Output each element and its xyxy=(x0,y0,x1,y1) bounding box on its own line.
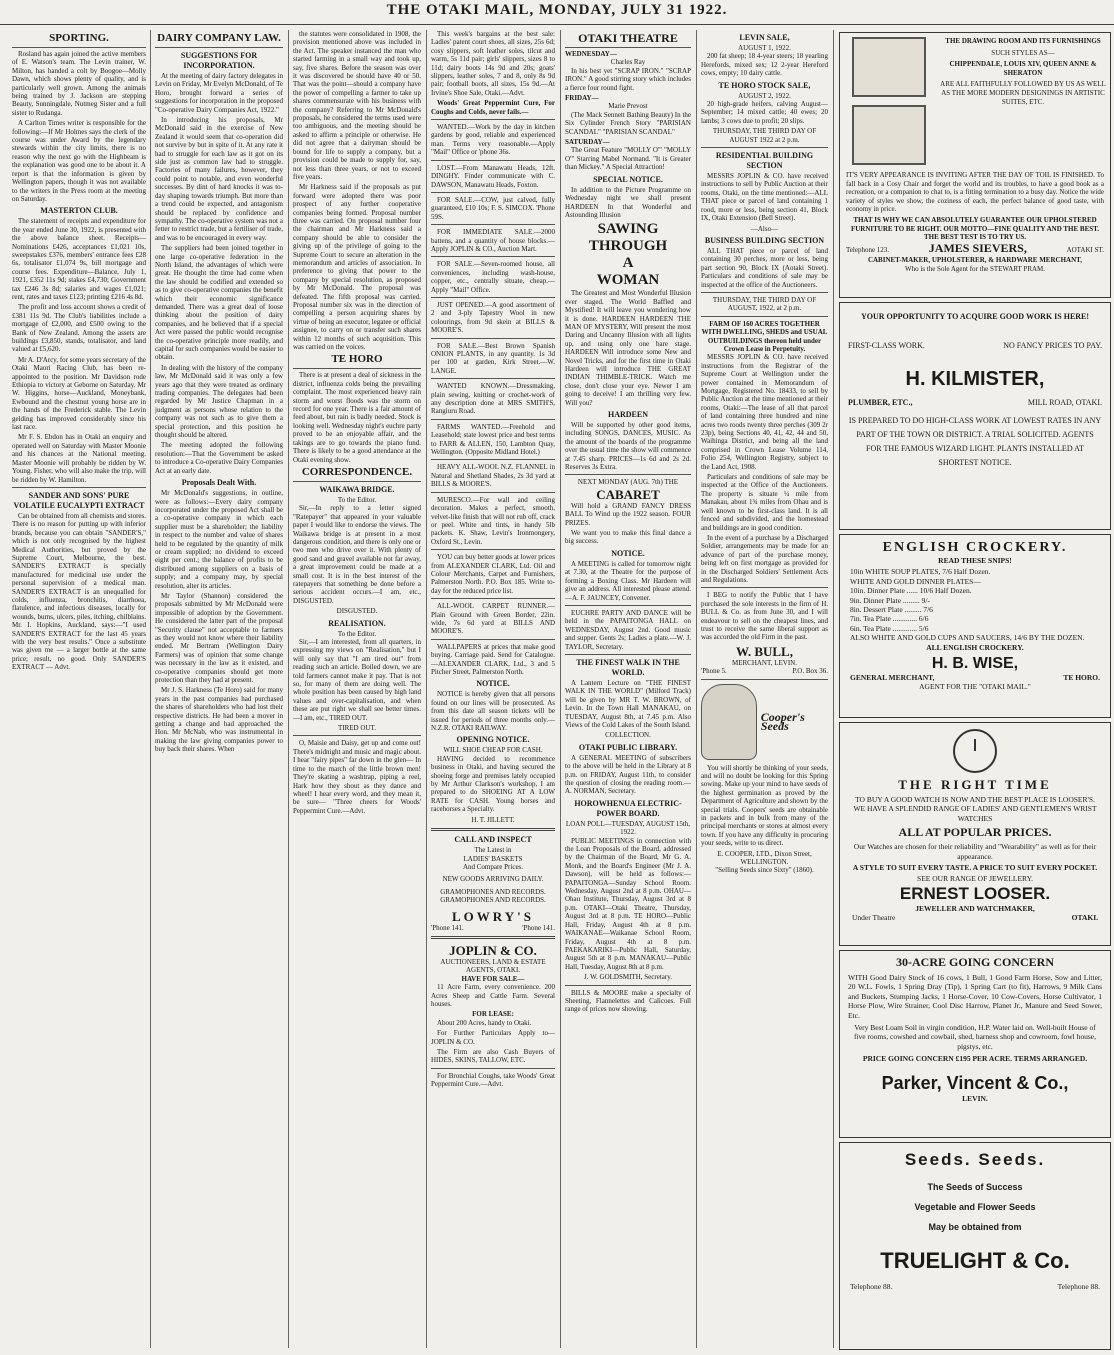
divider xyxy=(431,1068,555,1069)
divider xyxy=(431,639,555,640)
dairy-text: Mr J. S. Harkness (Te Horo) said for many years in the past companies had purchased the shares of shareholders who had lost their respective districts. He had been a mover in getting a change and had approached the Hon. Mr McNab, who was instrumental in making the law giving companies power to buy back their shares. When xyxy=(155,686,283,754)
column-rule xyxy=(288,30,289,1348)
cabaret-text: Will hold a GRAND FANCY DRESS BALL To Wind up the 1922 season. FOUR PRIZES. xyxy=(565,501,691,527)
business-heading: BUSINESS BUILDING SECTION xyxy=(704,235,825,245)
sporting-notes: Mr A. D'Arcy, for some years secretary of the Otaki Maori Racing Club, has been re-appointed to the position. Mr Davidson rode Ethiopia to victory at Geborne on Saturday. Mr W. Higgins, horse—Auckland, Moneybank, Ewbound and the chestnut young horse are in the hands of the Frederick stable. The Levin gelding has improved considerably since his last race. xyxy=(12,355,146,432)
classified: FOR SALE.—COW, just calved, fully guaranteed, £10 10s; F. S. SIMCOX. 'Phone 59S. xyxy=(431,195,555,221)
also-label: —Also— xyxy=(750,224,779,233)
crockery-line: 10in WHITE SOUP PLATES, 7/6 Half Dozen. xyxy=(850,567,991,577)
farm-text: MESSRS JOPLIN & CO. have received instructions from the Registrar of the Supreme Court at Wellington under the power contained in Memorandum of Mortgage, Registered No. 18433, to sell by Public Auction at the time mentioned at their rooms, Otaki:—The lease of all that parcel of land containing three hundred and nine acres two roods twenty three perches (309 2r 23p), being Sections 40, 41, 42, 44 and 50, Waihinga District, and being all the land comprised in Crown Lease Volume 114, Folio 254, Wellington Registry, subject to the Land Act, 1908. xyxy=(701,353,828,471)
column-6 xyxy=(701,30,828,1348)
sievers-name-row xyxy=(846,240,1104,255)
day-label: FRIDAY— xyxy=(565,94,599,103)
classified: FOR SALE.—Seven-roomed house, all conveniences, including wash-house, copper, etc., centrally situate, cheap.—Apply "Mail" Office. xyxy=(431,260,555,294)
sievers-heading: THE DRAWING ROOM AND ITS FURNISHINGS xyxy=(945,37,1101,45)
sporting-text: A Carlton Times writer is responsible for the following:—If Mr Holmes says the clerk of the course was under Award by the legendary stewards within the city limits, there is no reason why the next go with the Highbeam is the explanation was good one to be about it. A report is that the information is given by Wellington papers, though it was not available to the writers in the Press room at the meeting on Saturday. xyxy=(12,119,146,203)
tehoro-heading: TE HORO xyxy=(293,353,421,369)
divider xyxy=(701,147,828,148)
public-meetings: PUBLIC MEETINGS in connection with the Loan Proposals of the Board, addressed by the Chairman of the Board, Mr G. A. Monk, and the Board's Engineer (Mr J. A. Dawson), will be held as follows:—PAPAITONGA—Sunday School Room. Wednesday, August 2nd at 8 p.m. OHAU—Ohau Institute, Thursday, August 3rd at 8 p.m. OTAKI—Otaki Theatre, Thursday, August 3rd at 8 p.m. TE HORO—Public Hall, Friday, August 4th at 8 p.m. WAIKANAE—Waikanae School Room, Friday, August 4th at 8 p.m. PAEKAKARIKI—Public Hall, Saturday, August 5th at 8 p.m. MANAKAU—Public Hall, Tuesday, August 8th at 8 p.m. xyxy=(565,836,691,971)
theatre-heading: OTAKI THEATRE xyxy=(565,32,691,48)
to-editor: To the Editor. xyxy=(337,629,377,638)
realisation-text: Sir,—I am interested, from all quarters, in expressing my views on "Realisation," but I will only say that "I am tired out" from reading such an article. Boiled down, we are told farmers cannot make it pay. That is not so, for many of them are doing well. The whole position has been caused by high land values and over-capitalisation, and when these are put right we shall see better times.—I am, etc., TIRED OUT. xyxy=(293,638,421,722)
sievers-styles-list: CHIPPENDALE, LOUIS XIV, QUEEN ANNE & SHERATON xyxy=(949,60,1097,77)
notice-heading: NOTICE. xyxy=(611,548,645,558)
wise-ad xyxy=(839,534,1111,718)
cooper-label: Cooper's Seeds xyxy=(760,710,805,733)
dairy-heading: DAIRY COMPANY LAW. xyxy=(155,32,283,48)
looser-town: OTAKI. xyxy=(1071,913,1098,923)
clock-icon xyxy=(953,729,997,773)
divider xyxy=(701,292,828,293)
business-text: ALL THAT piece or parcel of land containing 30 perches, more or less, being part section 90, Block IX (Aotaki Street). Particulars and conditions of sale may be inspected at the office of the Auctioneers. xyxy=(701,246,828,289)
concern-price: PRICE GOING CONCERN £195 PER ACRE. TERMS ARRANGED. xyxy=(862,1054,1088,1064)
crockery-line: ALSO WHITE AND GOLD CUPS AND SAUCERS, 14/6 BY THE DOZEN. xyxy=(850,633,1085,643)
concern-heading: 30-ACRE GOING CONCERN xyxy=(895,955,1054,969)
sievers-faithful: ARE ALL FAITHFULLY FOLLOWED BY US AS WELL AS THE MORE MODERN DESIGNINGS IN ARTISTIC SUITES, ETC. xyxy=(940,80,1106,106)
sievers-name: JAMES SIEVERS, xyxy=(928,240,1027,255)
crockery-read: READ THESE SNIPS! xyxy=(938,556,1012,565)
signature: DISGUSTED. xyxy=(336,607,378,616)
divider xyxy=(565,474,691,475)
seeds-line: The Seeds of Success xyxy=(927,1182,1023,1192)
proposals-subheading: Proposals Dealt With. xyxy=(181,478,257,488)
classified: LOST.—From Manawatu Heads, 12ft. DINGHY. Finder communicate with C. DAWSON, Manawatu Heads, Foxton. xyxy=(431,163,555,189)
day-label: WEDNESDAY— xyxy=(565,50,617,58)
farm-heading: FARM OF 160 ACRES TOGETHER WITH DWELLING, SHEDS and USUAL OUTBUILDINGS thereon held under Crown Lease in Perpetuity. xyxy=(701,319,828,353)
dairy-subheading: SUGGESTIONS FOR INCORPORATION. xyxy=(180,51,258,70)
column-1 xyxy=(12,30,146,1348)
lowrys-call: CALL AND INSPECT xyxy=(454,835,532,845)
cabaret-date: NEXT MONDAY (AUG. 7th) THE xyxy=(577,478,679,487)
cooper-ad xyxy=(701,684,828,760)
peppermint-poem: O, Maisie and Daisy, get up and come out! There's midnight and music and magic about. I hear "fairy pipes" far down in the glen— In time to the march of the little brown men! They're skating a washtrap, piping a reel, Hark how they shout as they dance and wheel! I hear every word, and they mean it, be sure— "Three cheers for Woods' Peppermint Cure.—Advt. xyxy=(293,739,421,815)
crockery-list xyxy=(850,567,1100,652)
shoe-cheap: WILL SHOE CHEAP FOR CASH. xyxy=(443,746,543,755)
shoe-sale-ad: This week's bargains at the best sale: Ladies' patent court shoes, all sizes, 25s 6d; cosy slippers, soft leather soles, tilcut and warm, 5s 11d pair; girls' slippers, sizes 8 to 11d; dairy boots 14s 9d and 20s; goats' slippers, leather soles, 7 and 8, only 8s 9d pair; football boots, all sizes, 15s 9d.—At Irvine's Shoe Sale, Otaki.—Advt. xyxy=(431,30,555,97)
column-4 xyxy=(431,30,555,1348)
sievers-body: IT'S VERY APPEARANCE IS INVITING AFTER THE DAY OF TOIL IS FINISHED. To fall back in a Cosy Chair and forget the world and its troubles, to have a good book as a recreation, or a companion to chat to, is a fitting termination to a busy day. Notice the wide variety of styles we show, the coziness of each, the perfect balance of good taste, with economy in price. xyxy=(846,171,1104,214)
divider xyxy=(701,587,828,588)
day-label: SATURDAY— xyxy=(565,138,610,147)
lowrys-line: And Compare Prices. xyxy=(462,862,524,871)
joplin-text: 11 Acre Farm, every convenience. 200 Acres Sheep and Cattle Farm. Several houses. xyxy=(431,983,555,1008)
sievers-agent: Who is the Sole Agent for the STEWART PRAM. xyxy=(904,264,1046,273)
correspondence-heading: CORRESPONDENCE. xyxy=(293,466,421,482)
divider xyxy=(431,224,555,225)
joplin-subheading: AUCTIONEERS, LAND & ESTATE AGENTS, OTAKI. xyxy=(440,957,546,975)
divider xyxy=(565,605,691,606)
lowrys-phones xyxy=(431,924,555,932)
seeds-line: Vegetable and Flower Seeds xyxy=(914,1202,1036,1212)
railway-notice: NOTICE is hereby given that all persons found on our lines will be prosecuted. As from this date all season tickets will be issued for periods of three months only.—N.Z.R. OTAKI RAILWAY. xyxy=(431,690,555,733)
divider xyxy=(431,936,555,939)
residential-text: MESSRS JOPLIN & CO. have received instructions to sell by Public Auction at their rooms, Otaki, on the time mentioned:—ALL THAT piece or parcel of land containing 1 rood, more or less, being section 41, Block IX, Otaki Extension (Bell Street). xyxy=(701,172,828,223)
seeds-line: May be obtained from xyxy=(928,1222,1022,1232)
tehoro-sale-date: AUGUST 2, 1922. xyxy=(738,91,791,100)
classified: MURESCO.—For wall and ceiling decoration. Makes a perfect, smooth, velvet-like finish that will not rub off, crack or peel. White and tints, in handy 5lb packets. K. Shaw, Levin's Ironmongery, Oxford St., Levin. xyxy=(431,495,555,546)
notice-heading: NOTICE. xyxy=(476,679,510,689)
sievers-ad xyxy=(839,32,1111,298)
farm-text: Particulars and conditions of sale may be inspected at the Office of the Auctioneers. The property is situate ¼ mile from Manakau, about 1¾ miles from Ohau and is well known to be first-class land. It is all fenced and subdivided, and the homestead and buildings are in good condition. xyxy=(701,473,828,532)
divider xyxy=(431,256,555,257)
divider xyxy=(431,549,555,550)
concern-body: WITH Good Dairy Stock of 16 cows, 1 Bull, 1 Good Farm Horse, Sow and Litter, 20 W.L. Fowls, 1 Spring Dray (Tip), 1 Spring Cart (to fit), Harrows, 9 Milk Cans and Buckets, Stumping Jacks, 1 Horse-Cover, 10 Cow-Covers, Horse Cultivator, 1 Horse Plow, Wire Strainer, Cool Disc Harrow, Planet Jr., Manure and Seed Sower, Etc. xyxy=(848,973,1102,1020)
divider xyxy=(431,492,555,493)
parker-name: Parker, Vincent & Co., xyxy=(881,1072,1069,1093)
wise-merchant-row xyxy=(850,673,1100,682)
column-3 xyxy=(293,30,421,1348)
sawing-title: THROUGH xyxy=(588,238,668,255)
wise-agent: AGENT FOR THE "OTAKI MAIL." xyxy=(919,682,1031,692)
hardeen-text: The Greatest and Most Wonderful Illusion ever staged. The World Baffled and Mystified! It will leave you wondering how it is done. HARDEEN HARDEEN THE MAN OF MYSTERY, Will present the most Daring and Uncanny Illusion with all lights up, and using only one bare stage. HARDEEN Will introduce some New and Novel Tricks, and for the first time in Otaki Hardeen will introduce THE GREAT INDIAN THIMBLE-TRICK. Watch me close, don't close your eye. Newer I am going to deceive! I am thrilling very few. Will you? xyxy=(565,289,691,407)
tehoro-sale-heading: TE HORO STOCK SALE, xyxy=(718,80,811,90)
column-rule xyxy=(696,30,697,1348)
crockery-line: ALL ENGLISH CROCKERY. xyxy=(926,642,1024,652)
phone-number: 'Phone 141. xyxy=(431,923,464,932)
tehoro-sale-list: 20 high-grade heifers, calving August—September; 14 mixed cattle; 40 ewes; 20 lambs; 3 cows due to profit; 20 slips. xyxy=(701,100,828,125)
sporting-notes: Mr F. S. Ebdon has in Otaki an enquiry and operated well on Saturday with Master Moonie and his chances at the National meeting. Master Moonie will probably be ridden by W. Young. Fisher, who will also make the trip, will be ridden by W. Hamilton. xyxy=(12,433,146,484)
realisation-heading: REALISATION. xyxy=(328,618,386,628)
column-rule xyxy=(150,30,151,1348)
sofa-icon xyxy=(852,105,926,165)
wise-merchant: GENERAL MERCHANT, xyxy=(850,673,935,683)
concern-soil: Very Best Loam Soil in virgin condition, H.P. Water laid on. Well-built House of five rooms, cowshed and cowbail, shed, harness shop and cowroom, fowl house, pigstys, etc. xyxy=(853,1023,1097,1051)
bull-contacts xyxy=(701,667,828,675)
kilmister-body: IS PREPARED TO DO HIGH-CLASS WORK AT LOWEST RATES IN ANY PART OF THE TOWN OR DISTRICT. A TRIAL SOLICITED. AGENTS FOR THE FAMOUS WIZARD LIGHT. PLANTS INSTALLED AT SHORTEST NOTICE. xyxy=(848,416,1102,467)
divider xyxy=(565,985,691,986)
levin-sale-heading: LEVIN SALE, xyxy=(739,33,790,42)
special-heading: SPECIAL NOTICE. xyxy=(593,174,663,184)
kilmister-tagline: FIRST-CLASS WORK. xyxy=(848,341,925,350)
joplin-heading: JOPLIN & CO. xyxy=(449,942,537,958)
wise-place: TE HORO. xyxy=(1063,673,1100,683)
opening-text: HAVING decided to recommence business in Otaki, and having secured the shoeing forge and premises lately occupied by Mr Arthur Clarkson's workshop, I am prepared to do SHOEING AT A LOW RATE for CASH. Young horses and racehorses a Specialty. xyxy=(431,754,555,814)
sievers-trade: CABINET-MAKER, UPHOLSTERER, & HARDWARE MERCHANT, xyxy=(867,256,1083,265)
sawing-title: SAWING xyxy=(597,221,659,238)
classified: JUST OPENED.—A good assortment of 2 and 3-ply Tapestry Wool in new colourings, from 9d skein at BILLS & MOORE'S. xyxy=(431,300,555,335)
looser-popular: ALL AT POPULAR PRICES. xyxy=(898,825,1052,840)
phone-number: 'Phone 5. xyxy=(701,667,727,676)
hardeen-name: HARDEEN xyxy=(607,410,648,419)
masterton-heading: MASTERTON CLUB. xyxy=(40,206,118,216)
sporting-heading: SPORTING. xyxy=(12,32,146,48)
cabaret-title: CABARET xyxy=(596,486,660,502)
looser-trade: JEWELLER AND WATCHMAKER, xyxy=(915,903,1035,913)
dairy-continued: the statutes were consolidated in 1908, the provision mentioned above was included in the Act. The speaker instanced the man who started farming in a small way and took up, say, five shares. Before the season was over it was discovered he should have 40 or 50. That was the point—should a company have the power of compelling a farmer to take up shares commensurate with his business with the company? Referring to Mr McDonald's proposals, he considered the terms used were too ambiguous, and the meeting should be asked to affirm a principle or otherwise. He did not agree that a dairyman should be bound for life to supply a company, but a provision could be made to supply for, say, not less than three years, or not to exceed five years. xyxy=(293,30,421,181)
looser-heading: THE RIGHT TIME xyxy=(898,777,1052,792)
dairy-text: In dealing with the history of the company law, Mr McDonald said it was only a few years ago that they were treated as ordinary trading companies. The delegates had been regarded by Mr Justice Chapman in a judgment as persons whose relation to the company was not such as to give them a special protection, and this position he thought should be altered. xyxy=(155,363,283,440)
kilmister-road: MILL ROAD, OTAKI. xyxy=(1027,398,1102,407)
euchre-notice: EUCHRE PARTY AND DANCE will be held in the PAPAITONGA HALL on WEDNESDAY, August 2nd. Good music and supper. Gents 2s; Ladies a plate.—W. J. TAYLOR, Secretary. xyxy=(565,608,691,651)
classified: ALL-WOOL CARPET RUNNER.—Plain Ground with Green Border, 22in. wide, 7s 6d yard at BILLS AND MOORE'S. xyxy=(431,602,555,636)
sander-ad-text: Can be obtained from all chemists and stores. There is no reason for putting up with inferior brands, because you can obtain "SANDER'S," which is not only recognised by the highest Medical Authorities, but proved by the Supreme Court, Melbourne, the best. SANDER'S EXTRACT is specially manufactured for medicinal use under the personal supervision of a medical man. SANDER'S EXTRACT is an unequalled for colds, influenza, bronchitis, diarrhoea, flatulence, and infectious diseases, locally for wounds, burns, ulcers, piles, itching, chilblains. Mr. I. Hopkins, Auckland, says:—"I used SANDER'S EXTRACT for the last 45 years with the very best results." Once a substitute was given me — a larger bottle at the same price; result, no good. Only SANDER'S EXTRACT — Advt. xyxy=(12,511,146,672)
divider xyxy=(431,119,555,120)
joplin-have: HAVE FOR SALE— xyxy=(461,974,525,983)
truelight-name: TRUELIGHT & Co. xyxy=(880,1248,1070,1273)
levin-sale-date: AUGUST 1, 1922. xyxy=(738,44,791,52)
classified: FOR SALE.—Best Brown Spanish ONION PLANTS, in any quantity. 1s 3d per 100 at garden, Kirk Street.—W. LANGE. xyxy=(431,341,555,375)
classified: WANTED KNOWN.—Dressmaking, plain sewing, knitting or crochet-work of any description done at MRS SMITH'S, Rangiuru Road. xyxy=(431,382,555,416)
crockery-line: 10in. Dinner Plate ...... 10/6 Half Dozen. xyxy=(850,586,972,596)
cooper-slogan: "Selling Seeds since Sixty" (1860). xyxy=(715,866,814,875)
looser-body: Our Watches are chosen for their reliability and "Wearability" as well as for their appearance. xyxy=(853,842,1097,861)
crockery-line: 7in. Tea Plate ............. 6/6 xyxy=(850,614,929,624)
residential-heading: RESIDENTIAL BUILDING SECTION xyxy=(715,151,814,171)
phone-number: Telephone 88. xyxy=(1057,1282,1100,1291)
seeds-heading: Seeds. Seeds. xyxy=(904,1150,1046,1169)
dairy-text: The meeting adopted the following resolution:—That the Government be asked to introduce a Co-operative Dairy Companies Act at an early date. xyxy=(155,441,283,475)
peppermint-ad: Woods' Great Peppermint Cure, For Coughs and Colds, never fails.— xyxy=(431,99,555,116)
divider xyxy=(431,297,555,298)
power-board-heading: HOROWHENUA ELECTRIC-POWER BOARD. xyxy=(574,798,682,818)
walk-heading: THE FINEST WALK IN THE WORLD. xyxy=(576,657,680,677)
column-2 xyxy=(155,30,283,1348)
classified: YOU can buy better goods at lower prices from ALEXANDER CLARK, Ltd. Oil and Colour Merchants, Carpet and Furnishers, Palmerston North. P.O. Box 185. Write to-day for the reduced price list. xyxy=(431,553,555,595)
armchair-icon xyxy=(852,37,926,97)
sporting-text: Rosland has again joined the active members of E. Watson's team. The Levin trainer, W. Milton, has handed a colt by Boogoe—Molly Dawn, which shows plenty of quality, and is particularly well grown. Among the animals being trained by J. Jackson are stepping Beauty, Sunningdale, Nutmeg Sister and a full sister to Rudanga. xyxy=(12,50,146,117)
kilmister-address-row xyxy=(848,397,1102,408)
bills-moore-ad: BILLS & MOORE make a specialty of Sheeting, Flannelettes and Calicoes. Full range of prices now showing. xyxy=(565,988,691,1014)
crockery-line: WHITE AND GOLD DINNER PLATES— xyxy=(850,576,981,586)
lowrys-line: NEW GOODS ARRIVING DAILY. xyxy=(442,875,544,884)
classified: WANTED.—Work by the day in kitchen gardens by good, reliable and experienced man. Terms very reasonable.—Apply "Mail" Office or 'phone 36s. xyxy=(431,123,555,157)
truelight-phones xyxy=(850,1281,1100,1293)
special-text: In addition to the Picture Programme on Wednesday night we shall present HARDEEN In that Wonderful and Astounding Illusion xyxy=(565,185,691,219)
looser-see: SEE OUR RANGE OF JEWELLERY. xyxy=(917,874,1033,884)
kilmister-ad xyxy=(839,302,1111,530)
looser-body: TO BUY A GOOD WATCH IS NOW AND THE BEST PLACE IS LOOSER'S. WE HAVE A SPLENDID RANGE OF LADIES' AND GENTLEMEN'S WRIST WATCHES xyxy=(853,795,1097,823)
sawing-title: A xyxy=(622,255,634,272)
column-rule xyxy=(426,30,427,1348)
theatre-text: The Great Feature "MOLLY O'" "MOLLY O'" Starring Mabel Normand. "It is Greater than Mickey." A Special Attraction! xyxy=(565,146,691,172)
sievers-styles xyxy=(940,37,1106,165)
parker-ad xyxy=(839,950,1111,1138)
divider xyxy=(431,828,555,831)
seed-bottle-icon xyxy=(701,684,757,760)
dairy-text: The suppliers had been joined together in one large co-operative federation in the North Island, the advantages of which were great. He thought the time had come when the law should be codified and extended so as to give co-operative companies the benefit which their economic significance demanded. There was a great deal of loose thinking about the position of dairy companies, and he believed that if a special Act were passed the public would recognise the co-operative principle more readily, and capital for such companies would be easier to obtain. xyxy=(155,244,283,362)
sievers-guarantee: THAT IS WHY WE CAN ABSOLUTELY GUARANTEE OUR UPHOLSTERED FURNITURE TO BE RIGHT. OUR MOTTO—FINE QUALITY AND THE BEST. THE BEST TEST IS TO TRY US. xyxy=(850,215,1100,242)
chair-illustrations xyxy=(844,37,934,165)
sale-date: THURSDAY, THE THIRD DAY OF AUGUST 1922 at 2 p.m. xyxy=(712,127,817,144)
masthead: THE OTAKI MAIL, MONDAY, JULY 31 1922. xyxy=(0,2,1114,25)
kilmister-name: H. KILMISTER, xyxy=(905,368,1045,390)
masterton-text: The profit and loss account shows a credit of £381 11s 9d. The Club's liabilities include a mortgage of £2,000, and £500 owing to the Bank of New Zealand. Among the assets are buildings £3,850, stands, totalisator, and land valued at £5,620. xyxy=(12,303,146,354)
signature: TIRED OUT. xyxy=(338,724,376,733)
kilmister-taglines xyxy=(848,340,1102,351)
divider xyxy=(431,459,555,460)
divider xyxy=(431,338,555,339)
dairy-text: Mr McDonald's suggestions, in outline, were as follows:—Every dairy company incorporated under the proposed Act shall be a co-operative company in which each supplier must be a shareholder; the liability in respect to the number and value of shares held to be regulated by the quantity of milk or cream supplied; no dividend to exceed eight per cent.; the balance of profits to be distributed among suppliers on a basis of supply; and a company may, by special resolution, alter its articles. xyxy=(155,489,283,590)
classified: HEAVY ALL-WOOL N.Z. FLANNEL in Natural and Shetland Shades, 2s 3d yard at BILLS & MOORE'S. xyxy=(431,463,555,489)
classified: FARMS WANTED.—Freehold and Leasehold; state lowest price and best terms to FARR & ALLEN, 150, Lambton Quay, Wellington. (Opposite Midland Hotel.) xyxy=(431,422,555,457)
opening-heading: OPENING NOTICE. xyxy=(456,735,530,745)
joplin-lease-heading: FOR LEASE: xyxy=(472,1010,514,1019)
phone-number: 'Phone 141. xyxy=(522,923,555,932)
soldier-text: In the event of a purchase by a Discharged Soldier, arrangements may be made for an advance of part of the purchase money, being left on first mortgage as provided for in the Discharged Soldiers' Settlement Acts and Regulations. xyxy=(701,533,828,584)
dairy-continued: Mr Harkness said if the proposals as put forward were adopted there was poor prospect of any further cooperative companies being formed. Proposal number three was carried. On proposal number four the chairman and Mr Harkness said a company should be able to consider the giving up of the privilege of going to the Supreme Court to secure an alteration in the memorandum and articles of association. In preference to giving that power to the company by special resolution, as proposed by Mr McDonald. The proposal was defeated. The fifth proposal was carried. Proposal number six was in the direction of compelling a person acquiring shares by virtue of being an executor, legatee or official assignee, to carry on or transfer such shares within 12 months of such acquisition. This was carried on the voices. xyxy=(293,183,421,352)
signature: J. W. GOLDSMITH, Secretary. xyxy=(583,973,672,982)
collection: COLLECTION. xyxy=(605,731,651,740)
sievers-subheading: SUCH STYLES AS— xyxy=(991,48,1055,57)
boxing-notice: A MEETING is called for tomorrow night at 7.30, at the Theatre for the purpose of forming a Boxing Class. Mr Hardeen will give an address. All interested please attend.—A. F. JAUNCEY, Convener. xyxy=(565,559,691,602)
waikawa-heading: WAIKAWA BRIDGE. xyxy=(319,484,395,494)
crockery-heading: ENGLISH CROCKERY. xyxy=(882,540,1068,555)
classified: WALLPAPERS at prices that make good buying. Carriage paid. Send for Catalogue.—ALEXANDER CLARK, Ltd., 3 and 5 Pitcher Street, Palmerston North. xyxy=(431,642,555,676)
divider xyxy=(701,316,828,317)
to-editor: To the Editor. xyxy=(337,495,377,504)
column-rule xyxy=(833,30,834,1348)
lowrys-line: GRAMOPHONES AND RECORDS. GRAMOPHONES AND RECORDS. xyxy=(440,887,546,905)
truelight-ad xyxy=(839,1142,1111,1350)
dairy-text: In introducing his proposals, Mr McDonald said in the exercise of New Zealand it would seem that co-operation did not survive by but in spite of it. At any rate it had to struggle for each law as it got on its side just as common law had to struggle. Factories of many failures, however, they could point to notable, and even wonderful successes. By dint of hard knocks it was to-day shaping towards triumph. But more than a trend could be expected, and antagonism should be replaced by confidence and sympathy. The co-operative system was not a fetter to restrict trade, but a fertiliser of trade, and was to be encouraged in every way. xyxy=(155,116,283,242)
bull-title: MERCHANT, LEVIN. xyxy=(731,658,797,667)
looser-ad xyxy=(839,722,1111,946)
column-rule xyxy=(560,30,561,1348)
bull-notice: I BEG to notify the Public that I have purchased the sole interests in the firm of H. BULL & Co. as from June 30, and I will endeavour to sell on the cheapest lines, and trust to receive the same liberal support as was accorded the old Firm in the past. xyxy=(701,591,828,642)
crockery-line: 8in. Dessert Plate ......... 7/6 xyxy=(850,605,933,615)
library-heading: OTAKI PUBLIC LIBRARY. xyxy=(578,742,678,752)
lecture-notice: A Lantern Lecture on "THE FINEST WALK IN THE WORLD" (Milford Track) will be given by MR T. W. BROWN, of Levin. In the Town Hall MANAKAU, on TUESDAY, August 8th, at 7.45 p.m. Also Views of the Cold Lakes of the South Island. xyxy=(565,678,691,729)
divider xyxy=(431,598,555,599)
divider xyxy=(293,735,421,736)
hardeen-text: Will be supported by other good items, including SONGS, DANCES, MUSIC. As the amount of the boards of the programme over the usual time the show will commence at 7.45 sharp. PRICES—1s 6d and 2s 2d. Reserves 3s Extra. xyxy=(565,421,691,472)
divider xyxy=(431,419,555,420)
parker-town: LEVIN. xyxy=(962,1093,988,1103)
sander-ad-heading: SANDER AND SONS' PURE VOLATILE EUCALYPTI EXTRACT xyxy=(13,490,145,510)
lowrys-line: The Latest in xyxy=(474,846,512,855)
waikawa-text: Sir,—In reply to a letter signed "Ratepayer" that appeared in your valuable paper I would like to endorse the views. The Waikawa bridge is at present in a most dangerous condition, and there is only one or two men who drive over it. With plenty of good sand and gravel available not far away, a great improvement could be made at a small cost. It is in the best interest of the ratepayers that something be done before a serious accident occurs.—I am, etc., DISGUSTED. xyxy=(293,504,421,605)
looser-address xyxy=(852,913,1098,922)
loan-poll: LOAN POLL—TUESDAY, AUGUST 15th, 1922. xyxy=(565,819,691,837)
signature: H. T. JILLETT. xyxy=(471,815,515,824)
joplin-text: The Firm are also Cash Buyers of HIDES, SKINS, TALLOW, ETC. xyxy=(431,1048,555,1065)
phone-number: Telephone 88. xyxy=(850,1282,893,1291)
phone-number: Telephone 123. xyxy=(846,245,890,254)
sievers-top xyxy=(840,33,1110,169)
theatre-text: In his best yet "SCRAP IRON." "SCRAP IRON." A good stirring story which includes a fierce four round fight. xyxy=(565,66,691,92)
bronchial-ad: For Bronchial Coughs, take Woods' Great Peppermint Cure.—Advt. xyxy=(431,1071,555,1089)
star-name: Marie Prevost xyxy=(608,102,648,111)
joplin-text: About 200 Acres, handy to Otaki. xyxy=(437,1018,532,1027)
street: AOTAKI ST. xyxy=(1066,245,1104,254)
masterton-text: The statement of receipts and expenditure for the year ended June 30, 1922, is presented with the above balance sheet. Receipts—Nominations £426, acceptances £1,021 10s, sweepstakes £376, members' entrance fees £28 6s, totalisator £1,074 9s, bill mortgage and course fees. Expenditure—Balance, July 1, 1921, £352 11s 9d; stakes £4,730; Government tax £246 3s 8d; salaries and wages £1,021; rent, rates and taxes £123; printing £216 4s 8d. xyxy=(12,217,146,301)
cooper-signature: E. COOPER, LTD., Dixon Street, WELLINGTON. xyxy=(717,849,812,867)
kilmister-plumber: PLUMBER, ETC., xyxy=(848,398,913,407)
looser-under: Under Theatre xyxy=(852,913,896,923)
bull-name: W. BULL, xyxy=(736,643,793,659)
column-5 xyxy=(565,30,691,1348)
classified: FOR IMMEDIATE SALE.—2000 battens, and a quantity of house blocks.—Apply JOPLIN & CO., Auction Mart. xyxy=(431,228,555,253)
divider xyxy=(431,192,555,193)
crockery-line: 6in. Tea Plate ............. 5/6 xyxy=(850,623,929,633)
looser-style: A STYLE TO SUIT EVERY TASTE. A PRICE TO SUIT EVERY POCKET. xyxy=(852,863,1098,873)
cooper-text: You will shortly be thinking of your seeds, and will no doubt be looking for this Spring sowing. Make up your mind to have seeds of the highest germination as proved by the Department of Agriculture and shown by the special trials. Coopers' seeds are obtainable in packets and in bulk from many of the principal merchants or stores at almost every town. If you have any difficulty in procuring your seeds, write to us direct. xyxy=(701,763,828,848)
kilmister-tagline: NO FANCY PRICES TO PAY. xyxy=(1003,341,1102,350)
lowrys-line: LADIES' BASKETS xyxy=(463,854,523,863)
kilmister-opportunity: YOUR OPPORTUNITY TO ACQUIRE GOOD WORK IS HERE! xyxy=(860,312,1090,321)
dairy-text: At the meeting of dairy factory delegates in Levin on Friday, Mr Evelyn McDonald, of Te Horo, brought forward a series of suggestions for incorporation in the proposed "Co-operative Dairy Companies Act, 1922." xyxy=(155,72,283,114)
divider xyxy=(431,160,555,161)
theatre-text: (The Mack Sennett Bathing Beauty) In the Six Cylinder French Story "PARISIAN SCANDAL" "PARISIAN SCANDAL" xyxy=(565,110,691,136)
divider xyxy=(701,679,828,680)
tehoro-text: There is at present a deal of sickness in the district, influenza colds being the prevailing complaint. The most experienced heavy rain storm and worst floods was the storm on record for one year. There is a fair amount of feed about, but rain is badly needed. Stock is looking well. Wednesday night's euchre party proved to be an enjoyable affair, and the takings are to go towards the piano fund. There is likely to be a good attendance at the Otaki evening show. xyxy=(293,371,421,464)
crockery-line: 9in. Dinner Plate ......... 9/- xyxy=(850,595,930,605)
sawing-title: WOMAN xyxy=(596,272,660,289)
sale-date: THURSDAY, THE THIRD DAY OF AUGUST, 1922, at 2 p.m. xyxy=(712,295,817,313)
divider xyxy=(565,654,691,655)
po-box: P.O. Box 36. xyxy=(792,667,828,676)
joplin-text: For Further Particulars Apply to—JOPLIN & CO. xyxy=(431,1029,555,1046)
star-name: Charles Ray xyxy=(610,58,646,67)
divider xyxy=(12,487,146,488)
cabaret-text: We want you to make this final dance a big success. xyxy=(565,529,691,546)
dairy-text: Mr Taylor (Shannon) considered the proposals submitted by Mr McDonald were impossible of adoption by the Government. He considered the latter part of the proposal "Security clause" not acceptable to farmers as they would not know where their liability ended. Mr Bertram (Wellington Dairy Farmers) was of opinion that some change was necessary in the law as it existed, and co-operative companies should get more protection than they had at present. xyxy=(155,591,283,685)
lowrys-name: LOWRY'S xyxy=(452,908,534,924)
levin-sale-list: 200 fat sheep; 18 4-year steers; 18 yearling Herefords, mixed sex; 12 2-year Hereford cows, empty; 10 dairy cattle. xyxy=(701,52,828,78)
looser-name: ERNEST LOOSER. xyxy=(899,883,1051,903)
library-notice: A GENERAL MEETING of subscribers to the above will be held in the Library at 8 p.m. on FRIDAY, August 11th, to consider the question of closing the reading room.—A. NORMAN, Secretary. xyxy=(565,753,691,796)
wise-name: H. B. WISE, xyxy=(931,655,1019,673)
divider xyxy=(431,378,555,379)
